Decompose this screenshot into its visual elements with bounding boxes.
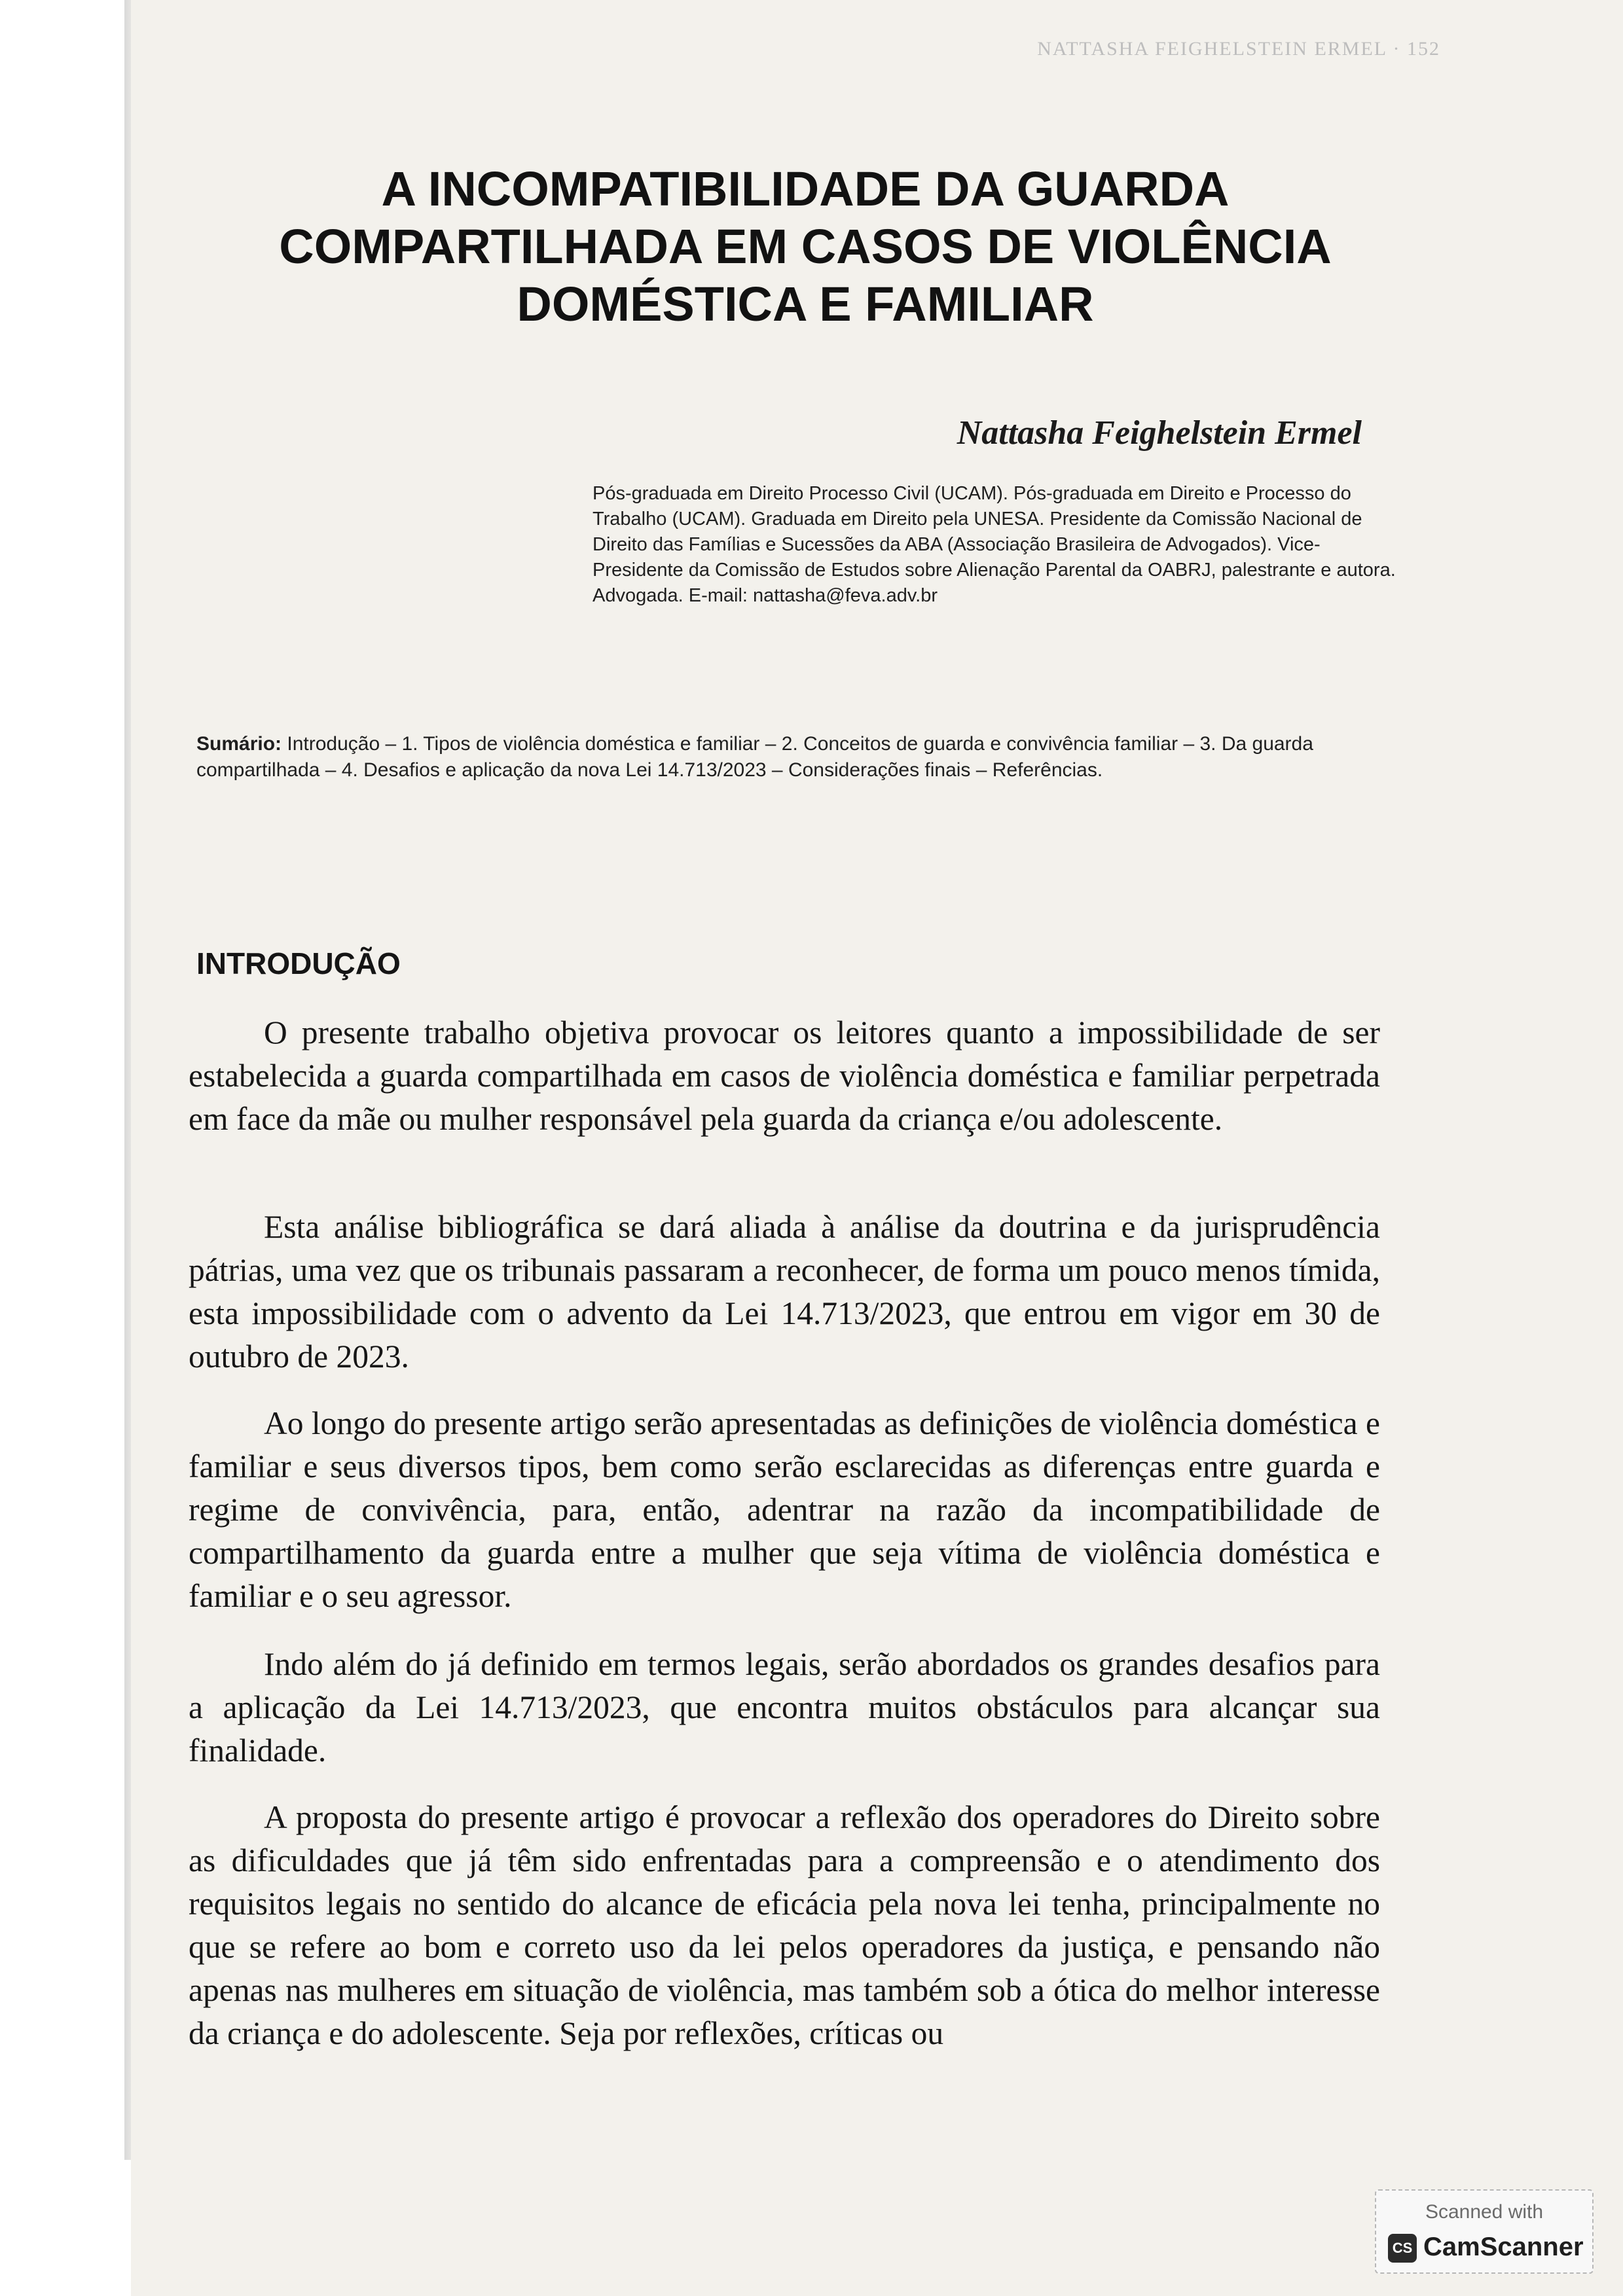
- paragraph-1: O presente trabalho objetiva provocar os leitores quanto a impossibilidade de ser estabelecida a guarda compartilhada em casos de violência doméstica e familiar perpetrada em face da mãe ou mulher responsável pela guarda da criança e/ou adolescente.: [189, 1014, 1380, 1137]
- summary-label: Sumário:: [196, 733, 282, 755]
- camscanner-brand: CamScanner: [1423, 2233, 1584, 2261]
- scanned-with-label: Scanned with: [1425, 2201, 1544, 2223]
- article-title: [196, 160, 1414, 333]
- article-summary: [196, 731, 1375, 783]
- running-header: NATTASHA FEIGHELSTEIN ERMEL · 152: [1037, 38, 1440, 60]
- paragraph-4: Indo além do já definido em termos legais, serão abordados os grandes desafios para a aplicação da Lei 14.713/2023, que encontra muitos obstáculos para alcançar sua finalidade.: [189, 1646, 1380, 1768]
- paragraph-2: Esta análise bibliográfica se dará aliada à análise da doutrina e da jurisprudência pátrias, uma vez que os tribunais passaram a reconhecer, de forma um pouco menos tímida, esta impossibilidade com o advento da Lei 14.713/2023, que entrou em vigor em 30 de outubro de 2023.: [189, 1209, 1380, 1374]
- title-line-2: COMPARTILHADA EM CASOS DE VIOLÊNCIA: [279, 219, 1332, 274]
- title-line-1: A INCOMPATIBILIDADE DA GUARDA: [381, 162, 1230, 216]
- author-name: Nattasha Feighelstein Ermel: [957, 414, 1362, 452]
- section-heading-introducao: INTRODUÇÃO: [196, 946, 401, 980]
- title-line-3: DOMÉSTICA E FAMILIAR: [517, 277, 1094, 331]
- paragraph-5: A proposta do presente artigo é provocar a reflexão dos operadores do Direito sobre as dificuldades que já têm sido enfrentadas para a compreensão e o atendimento dos requisitos legais no sentido do alcance de eficácia pela nova lei tenha, principalmente no que se refere ao bom e correto uso da lei pelos operadores da justiça, e pensando não apenas nas mulheres em situação de violência, mas também sob a ótica do melhor interesse da criança e do adolescente. Seja por reflexões, críticas ou: [189, 1799, 1380, 2051]
- paragraph-3: Ao longo do presente artigo serão apresentadas as definições de violência doméstica e familiar e seus diversos tipos, bem como serão esclarecidas as diferenças entre guarda e regime de convivência, para, então, adentrar na razão da incompatibilidade de compartilhamento da guarda entre a mulher que seja vítima de violência doméstica e familiar e o seu agressor.: [189, 1405, 1380, 1614]
- summary-text: Introdução – 1. Tipos de violência doméstica e familiar – 2. Conceitos de guarda e convivência familiar – 3. Da guarda compartilhada – 4. Desafios e aplicação da nova Lei 14.713/2023 – Considerações finais – Referências.: [196, 733, 1313, 781]
- author-bio: Pós-graduada em Direito Processo Civil (UCAM). Pós-graduada em Direito e Processo do Trabalho (UCAM). Graduada em Direito pela UNESA. Presidente da Comissão Nacional de Direito das Famílias e Sucessões da ABA (Associação Brasileira de Advogados). Vice-Presidente da Comissão de Estudos sobre Alienação Parental da OABRJ, palestrante e autora. Advogada. E-mail: nattasha@feva.adv.br: [593, 483, 1396, 606]
- camscanner-logo-icon: CS: [1388, 2234, 1417, 2263]
- camscanner-badge: [1375, 2189, 1594, 2274]
